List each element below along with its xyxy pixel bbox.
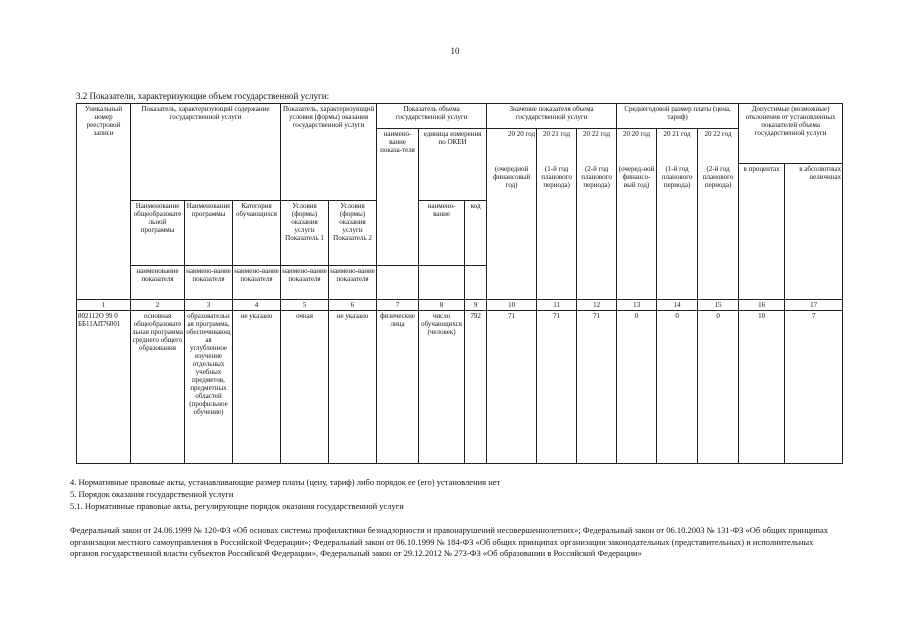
cell-registry-code: 802112О 99 0 ББ11АП76001 xyxy=(77,311,131,464)
col-number: 7 xyxy=(377,300,419,311)
header-indicator-name: наимено-вание показа-теля xyxy=(377,129,419,266)
header-note-2021: (1-й год планового периода) xyxy=(537,164,577,300)
header-note-2020: (очередной финансовый год) xyxy=(487,164,537,300)
cell-value-2021: 71 xyxy=(537,311,577,464)
header-fee-note-2021: (1-й год планового периода) xyxy=(657,164,698,300)
header-deviations: Допустимые (возможные) отклонения от установленных показателей объема государственной услуги xyxy=(739,104,843,164)
col-number: 4 xyxy=(233,300,281,311)
cell-fee-2020: 0 xyxy=(617,311,657,464)
subheader-condition-1: Условия (формы) оказания услуги Показатель 1 xyxy=(281,201,329,266)
label-indicator-8 xyxy=(419,266,465,300)
col-number: 1 xyxy=(77,300,131,311)
col-number: 13 xyxy=(617,300,657,311)
header-fee-note-2022: (2-й год планового периода) xyxy=(698,164,739,300)
cell-program-name: образовательная программа, обеспечивающая углубленное изучение отдельных учебных предметов, предметных областей (профильное обучение) xyxy=(185,311,233,464)
col-number: 10 xyxy=(487,300,537,311)
cell-category: не указано xyxy=(233,311,281,464)
header-fee-note-2020: (очеред-ной финансо-вый год) xyxy=(617,164,657,300)
header-in-absolute: в абсолютных величинах xyxy=(785,164,843,300)
cell-fee-2021: 0 xyxy=(657,311,698,464)
regulatory-acts-text: Федеральный закон от 24.06.1999 № 120-ФЗ «Об основах системы профилактики безнадзорности и правонарушений несовершеннолетних»; Федеральный закон от 06.10.2003 № 131-ФЗ «Об общих принципах организации местного самоуправления в Российской Федерации»; Федеральный закон от 06.10.1999 № 184-ФЗ «Об общих принципах организации законодательных (представительных) и исполнительных органов государственной власти субъектов Российской Федерации», Федеральный закон от 29.12.2012 № 273-ФЗ «Об образовании в Российской Федерации» xyxy=(70,525,828,558)
label-indicator-6: наимено-вание показателя xyxy=(329,266,377,300)
section-4-text: 4. Нормативные правовые акты, устанавливающие размер платы (цену, тариф) либо порядок ее (его) установления нет xyxy=(70,477,501,487)
header-content-indicator: Показатель, характеризующий содержание государственной услуги xyxy=(131,104,281,201)
cell-code: 792 xyxy=(465,311,487,464)
col-number: 11 xyxy=(537,300,577,311)
header-conditions-indicator: Показатель, характеризующий условия (формы) оказания государственной услуги xyxy=(281,104,377,201)
col-number: 9 xyxy=(465,300,487,311)
header-year-2020: 20 20 год xyxy=(487,129,537,164)
label-indicator-3: наимено-вание показателя xyxy=(185,266,233,300)
col-number: 3 xyxy=(185,300,233,311)
cell-form: очная xyxy=(281,311,329,464)
header-unique-number: Уникальный номер реестровой записи xyxy=(77,104,131,300)
col-number: 16 xyxy=(739,300,785,311)
subheader-unit-code: код xyxy=(465,201,487,266)
label-indicator-2: наименование показателя xyxy=(131,266,185,300)
page-number: 10 xyxy=(450,46,460,56)
header-year-2021: 20 21 год xyxy=(537,129,577,164)
table-row xyxy=(77,311,843,464)
section-5-1-heading: 5.1. Нормативные правовые акты, регулирующие порядок оказания государственной услуги xyxy=(70,501,404,511)
header-unit-spacer xyxy=(419,164,487,201)
col-number: 5 xyxy=(281,300,329,311)
subheader-condition-2: Условия (формы) оказания услуги Показатель 2 xyxy=(329,201,377,266)
col-number: 6 xyxy=(329,300,377,311)
cell-program: основная общеобразовательная программа среднего общего образования xyxy=(131,311,185,464)
subheader-program-name: Наименование программы xyxy=(185,201,233,266)
col-number: 8 xyxy=(419,300,465,311)
header-avg-fee: Среднегодовой размер платы (цена, тариф) xyxy=(617,104,739,129)
header-volume-value: Значение показателя объема государственной услуги xyxy=(487,104,617,129)
col-number: 2 xyxy=(131,300,185,311)
header-note-2022: (2-й год планового периода) xyxy=(577,164,617,300)
header-fee-year-2022: 20 22 год xyxy=(698,129,739,164)
section-5-heading: 5. Порядок оказания государственной услуги xyxy=(70,489,234,499)
header-in-percent: в процентах xyxy=(739,164,785,300)
col-number: 17 xyxy=(785,300,843,311)
header-year-2022: 20 22 год xyxy=(577,129,617,164)
subheader-unit-name: наимено-вание xyxy=(419,201,465,266)
column-numbers-row xyxy=(77,300,843,311)
cell-fee-2022: 0 xyxy=(698,311,739,464)
cell-unit: число обучающихся (человек) xyxy=(419,311,465,464)
cell-value-2020: 71 xyxy=(487,311,537,464)
cell-deviation-absolute: 7 xyxy=(785,311,843,464)
col-number: 14 xyxy=(657,300,698,311)
service-volume-table xyxy=(76,103,843,464)
cell-value-2022: 71 xyxy=(577,311,617,464)
label-indicator-7 xyxy=(377,266,419,300)
cell-form-2: не указано xyxy=(329,311,377,464)
cell-indicator: физические лица xyxy=(377,311,419,464)
header-fee-year-2021: 20 21 год xyxy=(657,129,698,164)
col-number: 12 xyxy=(577,300,617,311)
section-heading: 3.2 Показатели, характеризующие объем государственной услуги: xyxy=(76,91,330,101)
subheader-program: Наименование общеобразовательной программы xyxy=(131,201,185,266)
label-indicator-4: наимено-вание показателя xyxy=(233,266,281,300)
label-indicator-9 xyxy=(465,266,487,300)
header-fee-year-2020: 20 20 год xyxy=(617,129,657,164)
header-unit-okei: единица измерения по ОКЕИ xyxy=(419,129,487,164)
header-volume-indicator: Показатель объема государственной услуги xyxy=(377,104,487,129)
subheader-category: Категория обучающихся xyxy=(233,201,281,266)
cell-deviation-percent: 10 xyxy=(739,311,785,464)
label-indicator-5: наимено-вание показателя xyxy=(281,266,329,300)
col-number: 15 xyxy=(698,300,739,311)
